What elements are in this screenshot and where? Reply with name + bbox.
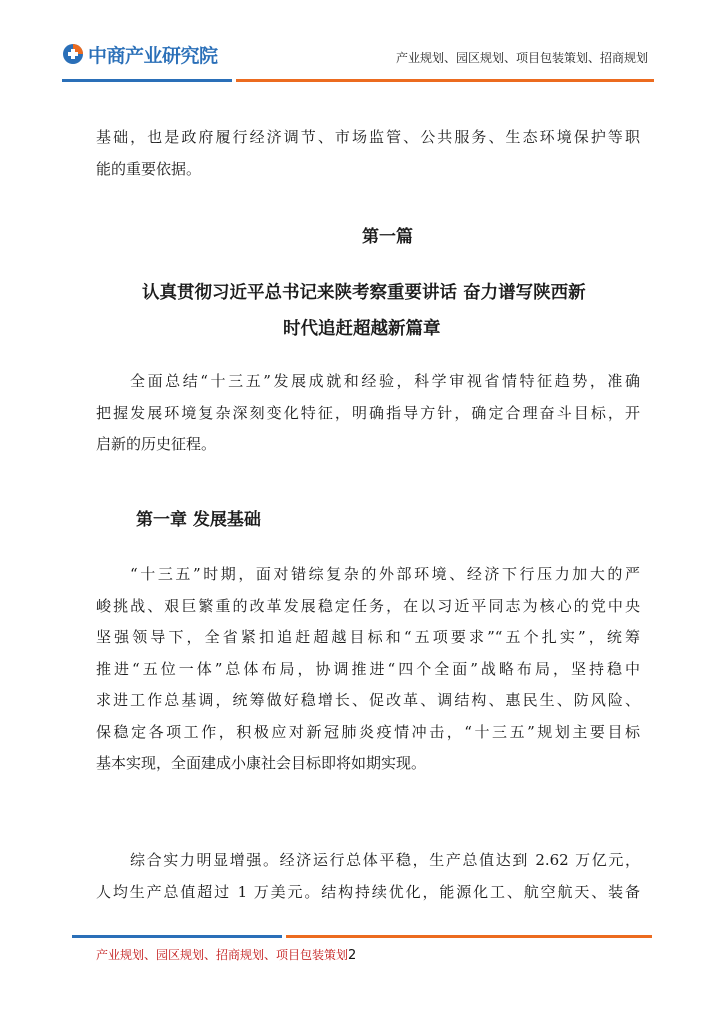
header-tagline: 产业规划、园区规划、项目包装策划、招商规划: [395, 51, 648, 65]
footer-rule-orange: [286, 935, 652, 938]
page-number: 2: [348, 948, 357, 963]
text-line: 能的重要依据。: [96, 159, 202, 178]
text-line: 保稳定各项工作，积极应对新冠肺炎疫情冲击，“十三五”规划主要目标: [96, 722, 640, 741]
period-paragraph: [96, 559, 640, 780]
summary-paragraph: [96, 366, 640, 461]
chapter-title: 第一章 发展基础: [136, 510, 261, 530]
footer-text: [96, 946, 356, 963]
logo-mark-icon: [62, 43, 84, 65]
footer-rule-blue: [72, 935, 282, 938]
part-subtitle-line-1: 认真贯彻习近平总书记来陕考察重要讲话 奋力谱写陕西新: [142, 283, 586, 303]
text-line: “十三五”时期，面对错综复杂的外部环境、经济下行压力加大的严: [130, 565, 640, 583]
text-line: 基本实现，全面建成小康社会目标即将如期实现。: [96, 754, 427, 772]
strength-paragraph: [96, 845, 640, 908]
intro-paragraph: [96, 122, 640, 185]
text-line: 全面总结“十三五”发展成就和经验，科学审视省情特征趋势，准确: [130, 372, 640, 390]
header-rule-blue: [62, 79, 232, 82]
text-line: 推进“五位一体”总体布局，协调推进“四个全面”战略布局，坚持稳中: [96, 659, 640, 678]
text-line: 求进工作总基调，统筹做好稳增长、促改革、调结构、惠民生、防风险、: [96, 691, 640, 709]
text-line: 把握发展环境复杂深刻变化特征，明确指导方针，确定合理奋斗目标，开: [96, 403, 640, 422]
footer-tagline: 产业规划、园区规划、招商规划、项目包装策划: [96, 948, 349, 962]
text-line: 综合实力明显增强。经济运行总体平稳，生产总值达到 2.62 万亿元，: [130, 851, 640, 869]
text-line: 峻挑战、艰巨繁重的改革发展稳定任务，在以习近平同志为核心的党中央: [96, 596, 640, 615]
company-logo: [62, 40, 218, 68]
header-rule-orange: [236, 79, 654, 82]
text-line: 人均生产总值超过 1 万美元。结构持续优化，能源化工、航空航天、装备: [96, 882, 640, 901]
part-title: 第一篇: [362, 227, 413, 247]
text-line: 启新的历史征程。: [96, 435, 217, 453]
text-line: 坚强领导下，全省紧扣追赶超越目标和“五项要求”“五个扎实”，统筹: [96, 628, 640, 646]
text-line: 基础，也是政府履行经济调节、市场监管、公共服务、生态环境保护等职: [96, 128, 640, 146]
logo-text: 中商产业研究院: [88, 44, 218, 67]
part-subtitle-line-2: 时代追赶超越新篇章: [283, 319, 441, 339]
